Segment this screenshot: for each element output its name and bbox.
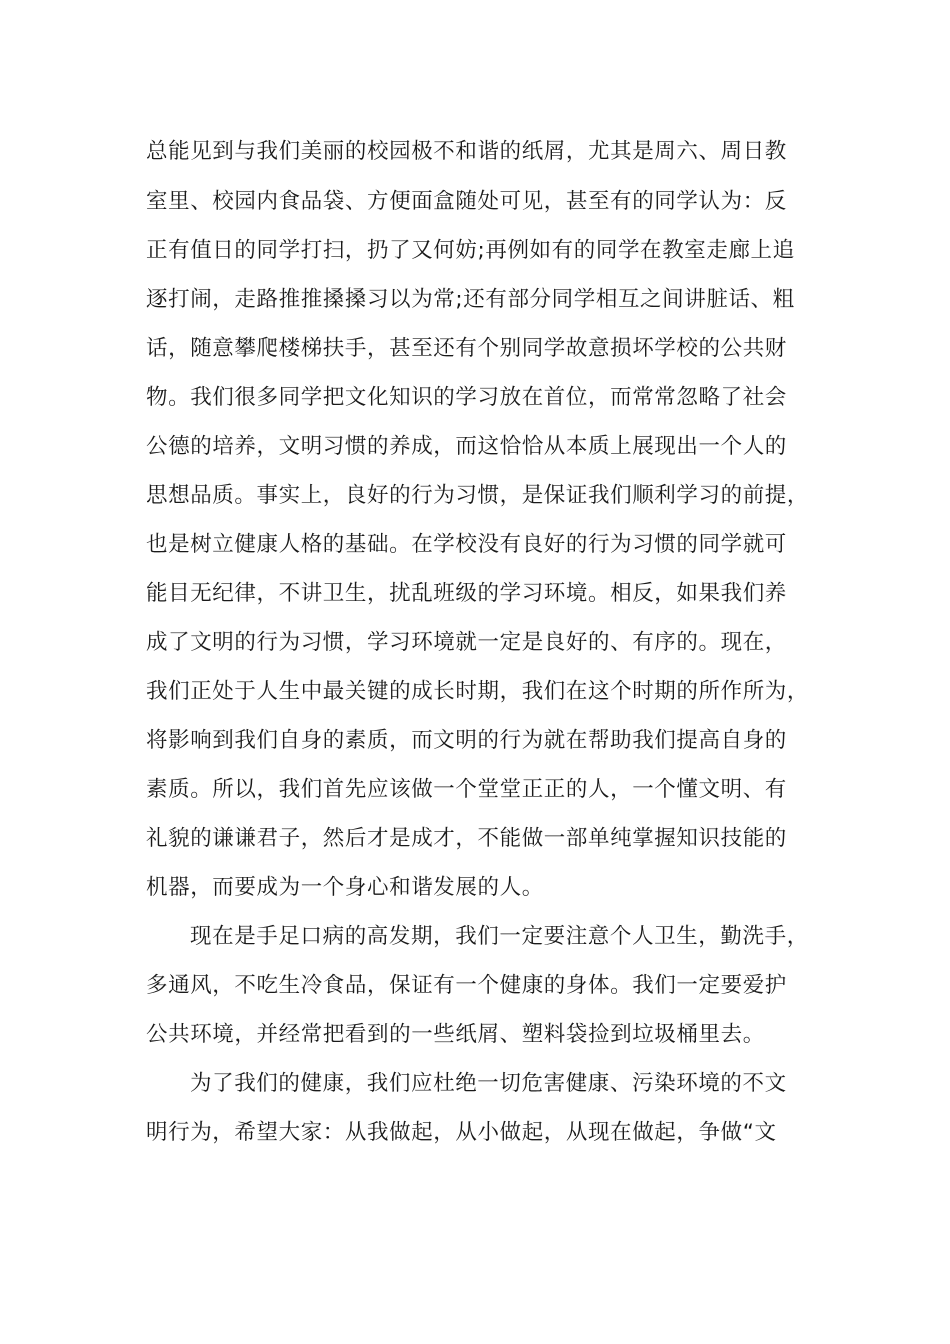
paragraph-first-line: 为了我们的健康，我们应杜绝一切危害健康、污染环境的不文 [190, 1071, 787, 1096]
text-line: 明行为，希望大家：从我做起，从小做起，从现在做起，争做“文 [146, 1120, 777, 1145]
text-line: 逐打闹，走路推推搡搡习以为常;还有部分同学相互之间讲脏话、粗 [146, 287, 795, 312]
text-line: 多通风，不吃生冷食品，保证有一个健康的身体。我们一定要爱护 [146, 973, 787, 998]
paragraph-first-line: 现在是手足口病的高发期，我们一定要注意个人卫生，勤洗手， [190, 924, 809, 949]
text-line: 总能见到与我们美丽的校园极不和谐的纸屑，尤其是周六、周日教 [146, 139, 787, 164]
text-line: 成了文明的行为习惯，学习环境就一定是良好的、有序的。现在， [146, 630, 787, 655]
text-line: 正有值日的同学打扫，扔了又何妨;再例如有的同学在教室走廊上追 [146, 238, 795, 263]
text-line: 室里、校园内食品袋、方便面盒随处可见，甚至有的同学认为：反 [146, 189, 787, 214]
text-line: 将影响到我们自身的素质，而文明的行为就在帮助我们提高自身的 [146, 728, 787, 753]
text-line: 素质。所以，我们首先应该做一个堂堂正正的人，一个懂文明、有 [146, 777, 787, 802]
text-line: 能目无纪律，不讲卫生，扰乱班级的学习环境。相反，如果我们养 [146, 581, 787, 606]
text-line: 也是树立健康人格的基础。在学校没有良好的行为习惯的同学就可 [146, 532, 787, 557]
text-line: 公德的培养，文明习惯的养成，而这恰恰从本质上展现出一个人的 [146, 434, 787, 459]
text-line: 思想品质。事实上，良好的行为习惯，是保证我们顺利学习的前提， [146, 483, 810, 508]
text-line: 我们正处于人生中最关键的成长时期，我们在这个时期的所作所为， [146, 679, 810, 704]
text-line: 物。我们很多同学把文化知识的学习放在首位，而常常忽略了社会 [146, 385, 787, 410]
text-line: 公共环境，并经常把看到的一些纸屑、塑料袋捡到垃圾桶里去。 [146, 1022, 765, 1047]
text-line: 礼貌的谦谦君子，然后才是成才，不能做一部单纯掌握知识技能的 [146, 826, 787, 851]
text-line: 机器，而要成为一个身心和谐发展的人。 [146, 875, 544, 900]
text-line: 话，随意攀爬楼梯扶手，甚至还有个别同学故意损坏学校的公共财 [146, 336, 787, 361]
